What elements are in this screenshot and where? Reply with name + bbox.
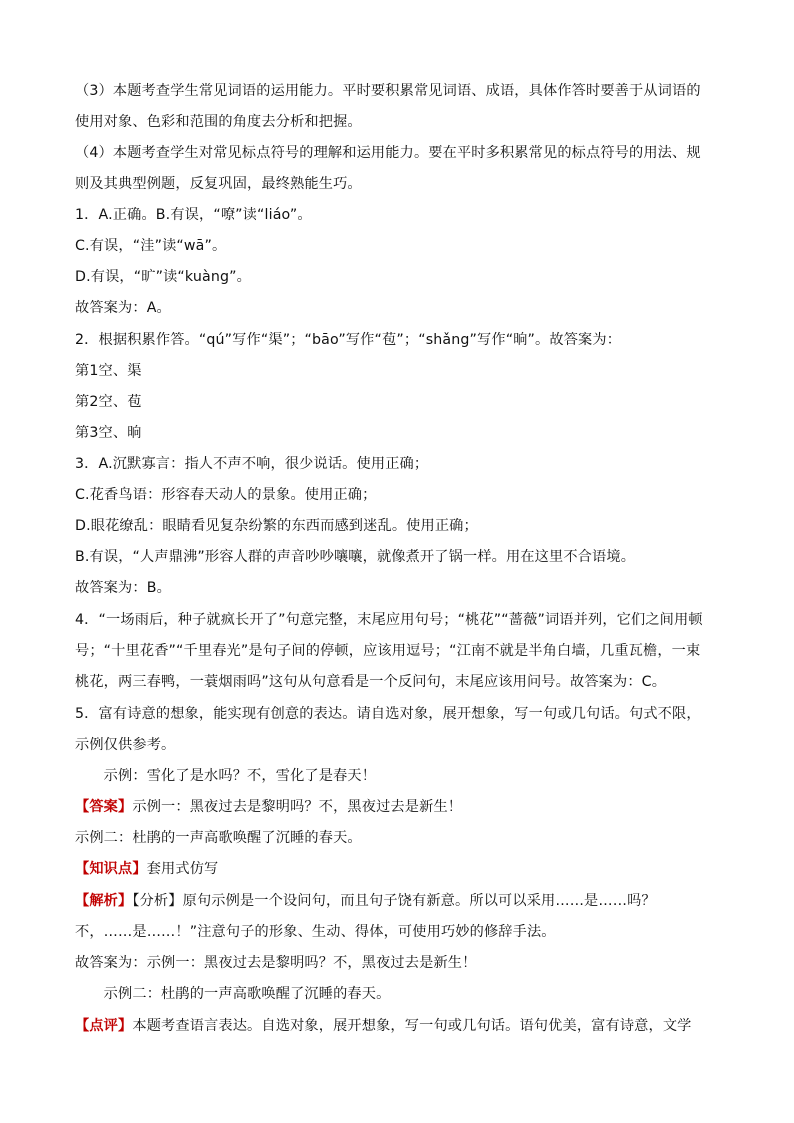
- text-line: C.有误，“洼”读“wā”。: [75, 238, 227, 254]
- text-line: 【知识点】套用式仿写: [75, 861, 219, 877]
- text-line: 示例二：杜鹃的一声高歌唤醒了沉睡的春天。: [75, 986, 391, 1002]
- text-line: 示例二：杜鹃的一声高歌唤醒了沉睡的春天。: [75, 830, 362, 846]
- text-line: 【答案】示例一：黑夜过去是黎明吗？不，黑夜过去是新生！: [75, 799, 463, 815]
- knowledge-point-tag: 【知识点】: [75, 861, 147, 877]
- text-line: 桃花，两三春鸭，一蓑烟雨吗”这句从句意看是一个反问句，末尾应该用问号。故答案为：C。: [75, 674, 667, 690]
- text-line: 4．“一场雨后，种子就疯长开了”句意完整，末尾应用句号；“桃花”“蔷薇”词语并列，它们之间用顿: [75, 612, 703, 628]
- text-line: 故答案为：B。: [75, 580, 171, 596]
- comment-tag: 【点评】: [75, 1018, 133, 1034]
- text-line: 【点评】本题考查语言表达。自选对象，展开想象，写一句或几句话。语句优美，富有诗意，文学: [75, 1018, 692, 1034]
- text-line: 1．A.正确。B.有误，“嘹”读“liáo”。: [75, 207, 312, 223]
- text-line: 故答案为：A。: [75, 300, 171, 316]
- text-line: 【解析】【分析】原句示例是一个设问句，而且句子饶有新意。所以可以采用……是……吗？: [75, 893, 656, 909]
- analysis-tag: 【解析】: [75, 893, 133, 909]
- text-line: 2．根据积累作答。“qú”写作“渠”；“bāo”写作“苞”；“shǎng”写作“晌”。故答案为：: [75, 332, 622, 348]
- text-line: C.花香鸟语：形容春天动人的景象。使用正确；: [75, 487, 377, 503]
- text-line: 第2空、苞: [75, 394, 142, 410]
- text-line: 则及其典型例题，反复巩固，最终熟能生巧。: [75, 176, 362, 192]
- text-line: B.有误，“人声鼎沸”形容人群的声音吵吵嚷嚷，就像煮开了锅一样。用在这里不合语境。: [75, 549, 636, 565]
- text-line: 故答案为：示例一：黑夜过去是黎明吗？不，黑夜过去是新生！: [75, 955, 477, 971]
- text-line: 号；“十里花香”“千里春光”是句子间的停顿，应该用逗号；“江南不就是半角白墙，几重瓦檐，一束: [75, 643, 701, 659]
- text-line: 使用对象、色彩和范围的角度去分析和把握。: [75, 114, 362, 130]
- text-line: 不，……是……！”注意句子的形象、生动、得体，可使用巧妙的修辞手法。: [75, 924, 556, 940]
- text-line: （4）本题考查学生对常见标点符号的理解和运用能力。要在平时多积累常见的标点符号的用法、规: [75, 145, 701, 161]
- text-line: D.有误，“旷”读“kuàng”。: [75, 269, 251, 285]
- text-line: 示例仅供参考。: [75, 737, 176, 753]
- text-line: 5．富有诗意的想象，能实现有创意的表达。请自选对象，展开想象，写一句或几句话。句式不限，: [75, 706, 701, 722]
- text-line: 第3空、晌: [75, 425, 142, 441]
- text-line: （3）本题考查学生常见词语的运用能力。平时要积累常见词语、成语，具体作答时要善于从词语的: [75, 83, 701, 99]
- text-line: D.眼花缭乱：眼睛看见复杂纷繁的东西而感到迷乱。使用正确；: [75, 518, 478, 534]
- text-line: 第1空、渠: [75, 363, 142, 379]
- text-line: 3．A.沉默寡言：指人不声不响，很少说话。使用正确；: [75, 456, 429, 472]
- answer-tag: 【答案】: [75, 799, 133, 815]
- text-line: 示例：雪化了是水吗？不，雪化了是春天！: [75, 768, 377, 784]
